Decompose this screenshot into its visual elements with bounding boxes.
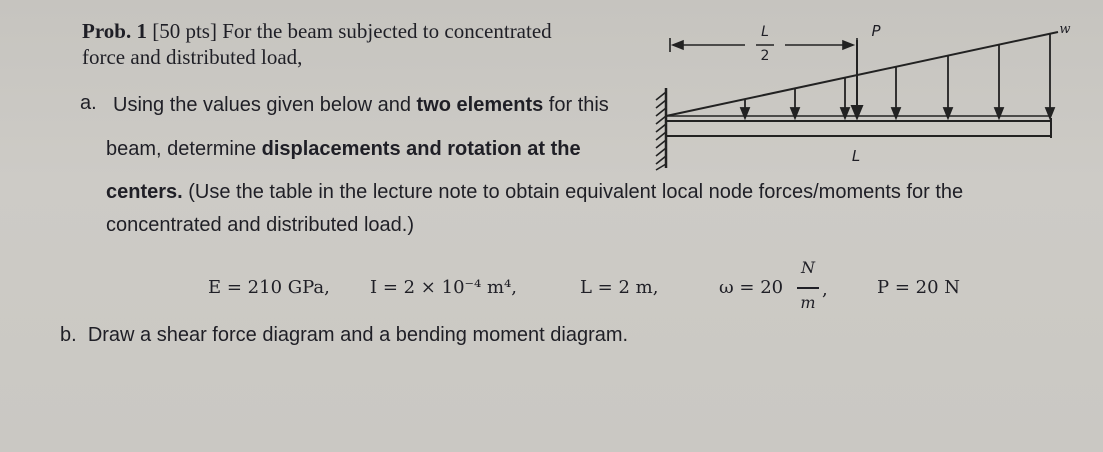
point-load-label: P <box>871 22 881 40</box>
beam-length-label: L <box>851 147 861 165</box>
value-P: P = 20 N <box>877 277 961 298</box>
half-length-numerator: L <box>761 24 769 40</box>
value-I: I = 2 × 10⁻⁴ m⁴, <box>370 277 517 298</box>
part-b-text: Draw a shear force diagram and a bending moment diagram. <box>87 324 629 346</box>
problem-intro-text: For the beam subjected to concentrated <box>222 19 552 43</box>
problem-intro-line2: force and distributed load, <box>82 45 303 69</box>
part-a-line2-bold: displacements and rotation at the <box>261 138 581 160</box>
value-L: L = 2 m, <box>580 277 659 298</box>
part-b-marker: b. <box>60 324 77 346</box>
half-length-denominator: 2 <box>760 48 770 64</box>
value-E: E = 210 GPa, <box>208 277 330 298</box>
beam <box>666 121 1051 136</box>
distributed-load-arrows <box>741 34 1054 118</box>
fixed-support <box>656 88 666 170</box>
distributed-load-label: w <box>1059 22 1071 37</box>
part-a-marker: a. <box>80 92 97 114</box>
problem-number: Prob. 1 <box>82 19 147 43</box>
part-a-line3-post: (Use the table in the lecture note to obtain equivalent local node forces/moments for the <box>182 181 964 203</box>
omega-unit-numerator: N <box>801 258 815 277</box>
problem-points: [50 pts] <box>152 19 217 43</box>
part-a-line1-pre: Using the values given below and <box>113 94 417 116</box>
part-a-line4: concentrated and distributed load.) <box>106 214 414 236</box>
value-omega-pre: ω = 20 <box>719 277 784 298</box>
part-a-line2-pre: beam, determine <box>106 138 262 160</box>
part-a-line3-bold: centers. <box>106 181 183 203</box>
omega-unit-denominator: m <box>800 293 816 312</box>
omega-comma: , <box>822 279 828 300</box>
part-a-line1-bold: two elements <box>416 94 544 116</box>
part-a-line1-post: for this <box>543 94 609 116</box>
